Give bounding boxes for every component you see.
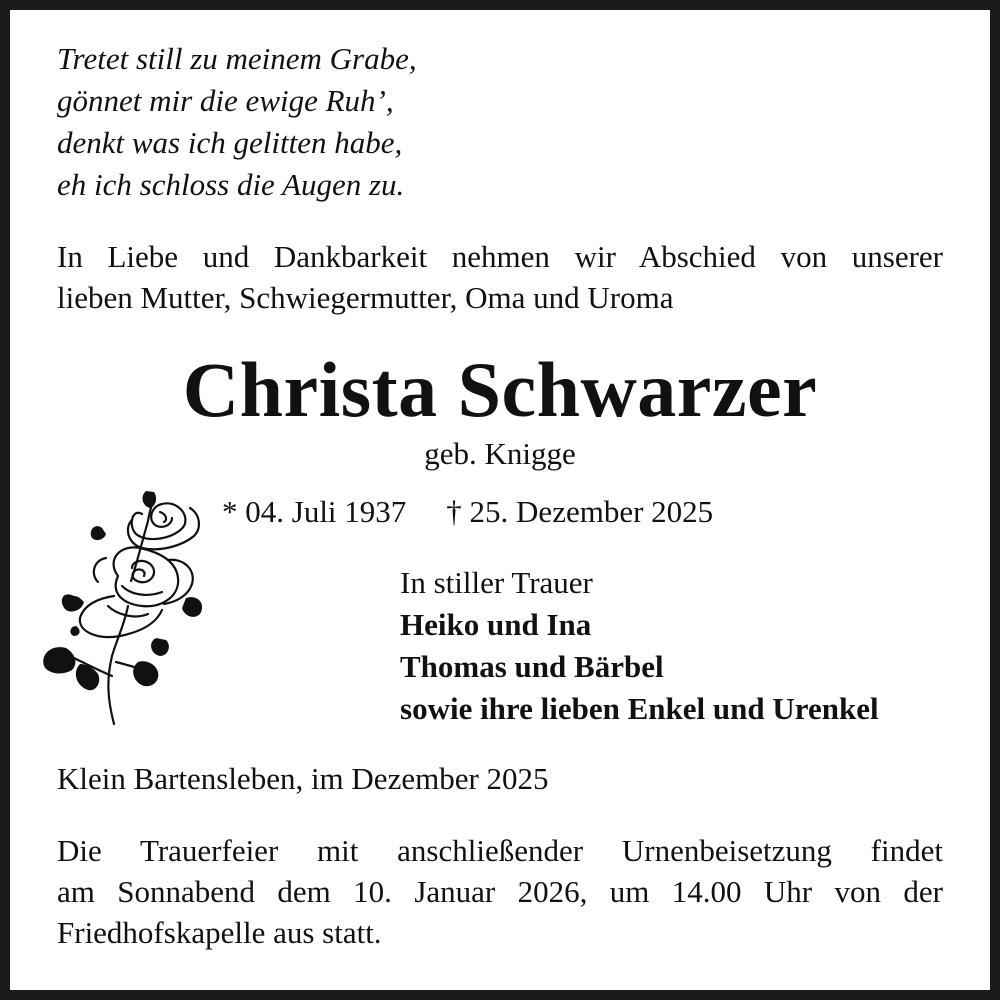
service-line: am Sonnabend dem 10. Januar 2026, um 14.00 Uhr von der [57, 874, 943, 909]
service-announcement [57, 830, 943, 953]
rose-icon [36, 486, 211, 731]
birth-date: * 04. Juli 1937 [222, 494, 407, 529]
farewell-intro [57, 236, 943, 318]
service-line: Friedhofskapelle aus statt. [57, 915, 382, 950]
life-dates [222, 492, 713, 532]
memorial-verse [57, 38, 417, 206]
mourners-heading: In stiller Trauer [400, 565, 593, 600]
mourner-line: Thomas und Bärbel [400, 649, 664, 684]
birth-name: geb. Knigge [424, 436, 576, 471]
intro-line: lieben Mutter, Schwiegermutter, Oma und Uroma [57, 280, 674, 315]
verse-line: Tretet still zu meinem Grabe, [57, 41, 417, 76]
death-date: † 25. Dezember 2025 [446, 494, 714, 529]
place-date: Klein Bartensleben, im Dezember 2025 [57, 761, 549, 796]
verse-line: denkt was ich gelitten habe, [57, 125, 403, 160]
verse-line: eh ich schloss die Augen zu. [57, 167, 405, 202]
mourners-block [400, 562, 879, 730]
intro-line: In Liebe und Dankbarkeit nehmen wir Abschied von unserer [57, 239, 943, 274]
service-line: Die Trauerfeier mit anschließender Urnenbeisetzung findet [57, 833, 943, 868]
mourner-line: Heiko und Ina [400, 607, 592, 642]
deceased-name: Christa Schwarzer [182, 346, 818, 433]
verse-line: gönnet mir die ewige Ruh’, [57, 83, 394, 118]
mourner-line: sowie ihre lieben Enkel und Urenkel [400, 691, 879, 726]
